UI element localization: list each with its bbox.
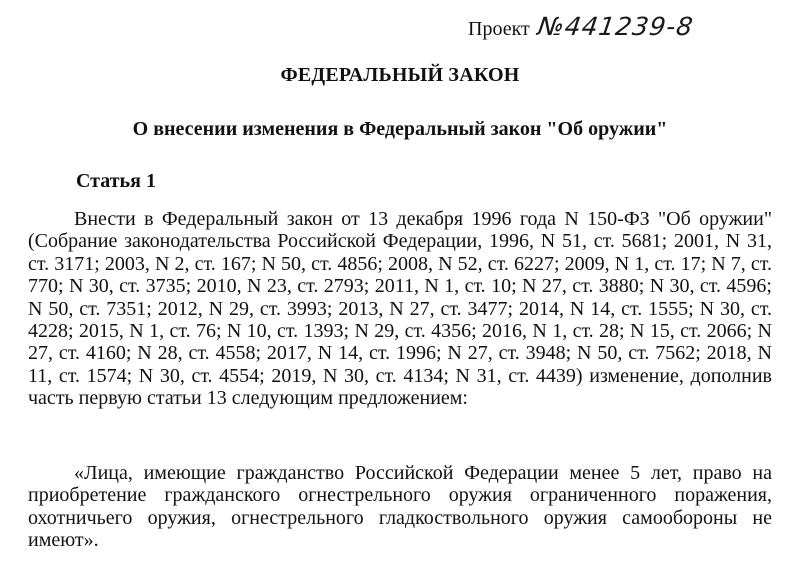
project-stamp xyxy=(468,12,788,46)
amendment-quote xyxy=(28,462,772,552)
article-body xyxy=(28,208,772,410)
document-subtitle: О внесении изменения в Федеральный закон "Об оружии" xyxy=(132,118,668,140)
quote-paragraph: «Лица, имеющие гражданство Российской Федерации менее 5 лет, право на приобретение гражданского огнестрельного оружия ограниченного поражения, охотничьего оружия, огнестрельного гладкоствольного оружия самообороны не имеют». xyxy=(28,462,772,552)
project-label: Проект xyxy=(468,18,530,40)
handwritten-project-number: №441239-8 xyxy=(535,12,696,41)
document-title: ФЕДЕРАЛЬНЫЙ ЗАКОН xyxy=(280,64,520,86)
main-paragraph: Внести в Федеральный закон от 13 декабря 1996 года N 150-ФЗ "Об оружии" (Собрание законодательства Российской Федерации, 1996, N 51, ст. 5681; 2001, N 31, ст. 3171; 2003, N 2, ст. 167; N 50, ст. 4856; 2008, N 52, ст. 6227; 2009, N 1, ст. 17; N 7, ст. 770; N 30, ст. 3735; 2010, N 23, ст. 2793; 2011, N 1, ст. 10; N 27, ст. 3880; N 30, ст. 4596; N 50, ст. 7351; 2012, N 29, ст. 3993; 2013, N 27, ст. 3477; 2014, N 14, ст. 1555; N 30, ст. 4228; 2015, N 1, ст. 76; N 10, ст. 1393; N 29, ст. 4356; 2016, N 1, ст. 28; N 15, ст. 2066; N 27, ст. 4160; N 28, ст. 4558; 2017, N 14, ст. 1996; N 27, ст. 3948; N 50, ст. 7562; 2018, N 11, ст. 1574; N 30, ст. 4554; 2019, N 30, ст. 4134; N 31, ст. 4439) изменение, дополнив часть первую статьи 13 следующим предложением: xyxy=(28,208,772,410)
article-heading: Статья 1 xyxy=(76,170,156,192)
